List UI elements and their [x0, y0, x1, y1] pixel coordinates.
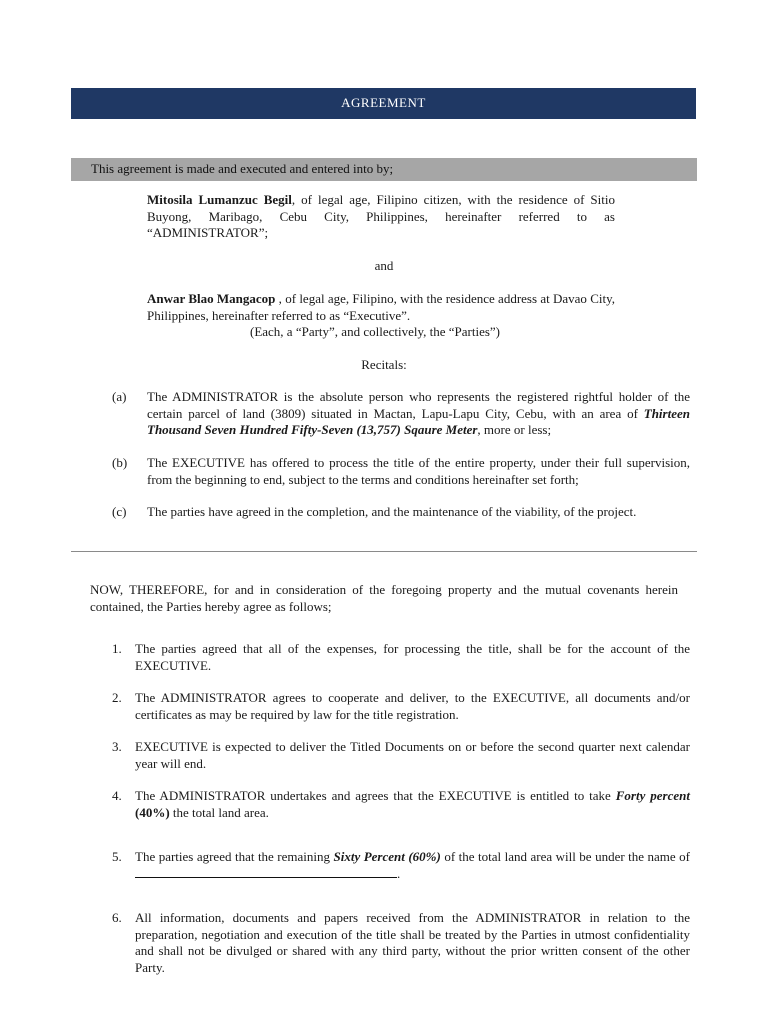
recital-text: The parties have agreed in the completion, and the maintenance of the viability, of the project. — [147, 504, 637, 519]
recital-a-text: The ADMINISTRATOR is the absolute person who represents the registered rightful holder of the certain parcel of land (3809) situated in Mactan, Lapu-Lapu City, Cebu, with an area of — [147, 389, 690, 421]
item-number: 5. — [112, 849, 122, 864]
item-5-text: The parties agreed that the remaining — [135, 849, 334, 864]
item-number: 6. — [112, 910, 122, 925]
intro-text: This agreement is made and executed and entered into by; — [91, 161, 394, 177]
sixty-percent-emphasis: Sixty Percent (60%) — [333, 849, 441, 864]
now-therefore-clause: NOW, THEREFORE, for and in consideration of the foregoing property and the mutual covenants herein contained, the Parties hereby agree as follows; — [90, 582, 678, 614]
item-text: The parties agreed that all of the expenses, for processing the title, shall be for the account of the EXECUTIVE. — [135, 641, 690, 673]
executive-details: , of legal age, Filipino, with the residence address at Davao City, Philippines, hereinafter referred to as “Executive”. — [147, 291, 615, 323]
recital-text — [147, 389, 690, 439]
document-title: AGREEMENT — [341, 95, 426, 111]
recitals-heading: Recitals: — [361, 357, 407, 372]
item-text — [135, 849, 690, 882]
item-number: 3. — [112, 739, 122, 754]
administrator-details: , of legal age, Filipino citizen, with the residence of Sitio Buyong, Maribago, Cebu City, Philippines, hereinafter referred to as “ADMINISTRATOR”; — [147, 192, 615, 240]
forty-percent-emphasis: Forty percent — [615, 788, 690, 803]
recital-a-tail: , more or less; — [477, 422, 552, 437]
item-4-text: The ADMINISTRATOR undertakes and agrees that the EXECUTIVE is entitled to take — [135, 788, 616, 803]
and-separator: and — [374, 258, 394, 273]
item-text — [135, 788, 690, 821]
recital-label: (c) — [112, 504, 127, 519]
recital-label: (b) — [112, 455, 128, 470]
name-blank-line — [135, 866, 397, 878]
administrator-name: Mitosila Lumanzuc Begil — [147, 192, 292, 207]
recital-label: (a) — [112, 389, 127, 404]
party-executive — [147, 291, 615, 324]
intro-bar — [71, 158, 697, 181]
item-text: All information, documents and papers received from the ADMINISTRATOR in relation to the preparation, negotiation and execution of the title shall be treated by the Parties in utmost confidentiality and shall not be divulged or shared with any third party, without the prior written consent of the other Party. — [135, 910, 690, 975]
item-5-mid: of the total land area will be under the name of — [440, 849, 690, 864]
forty-percent-figure: (40%) — [135, 804, 170, 820]
item-4-tail: the total land area. — [169, 804, 269, 820]
item-number: 1. — [112, 641, 122, 656]
party-administrator — [147, 192, 615, 242]
collective-definition: (Each, a “Party”, and collectively, the “Parties”) — [250, 324, 501, 339]
land-area-emphasis: Thirteen Thousand Seven Hundred Fifty-Seven (13,757) Sqaure Meter — [147, 405, 690, 437]
item-number: 2. — [112, 690, 122, 705]
item-5-tail: . — [397, 865, 401, 881]
section-divider — [71, 551, 697, 552]
executive-name: Anwar Blao Mangacop — [147, 291, 276, 306]
agreement-title-bar — [71, 88, 696, 119]
item-text: EXECUTIVE is expected to deliver the Titled Documents on or before the second quarter next calendar year will end. — [135, 739, 690, 771]
item-number: 4. — [112, 788, 122, 803]
recital-text: The EXECUTIVE has offered to process the title of the entire property, under their full supervision, from the beginning to end, subject to the terms and conditions hereinafter set forth; — [147, 455, 690, 487]
item-text: The ADMINISTRATOR agrees to cooperate and deliver, to the EXECUTIVE, all documents and/or certificates as may be required by law for the title registration. — [135, 690, 690, 722]
